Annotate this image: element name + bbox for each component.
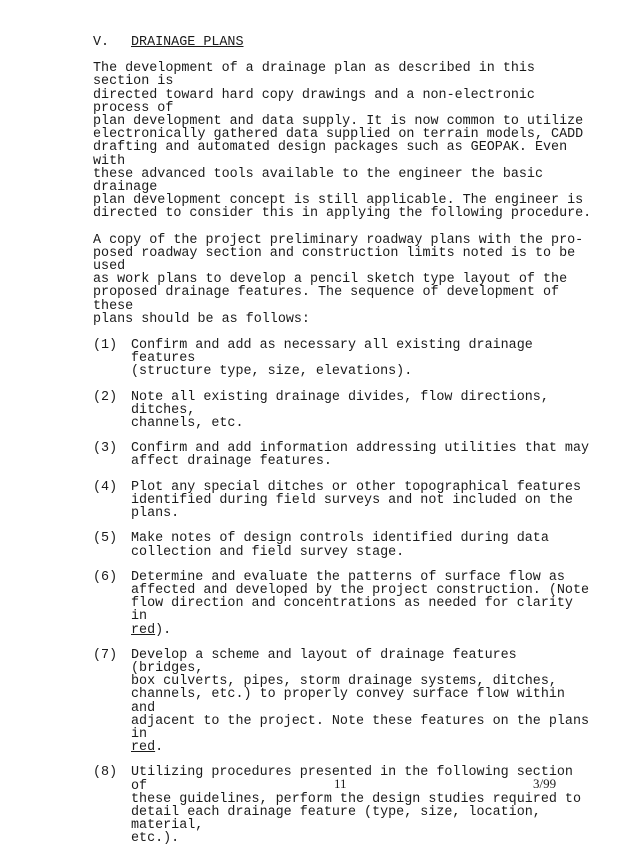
section-heading bbox=[93, 36, 593, 49]
item-number: (7) bbox=[93, 647, 118, 663]
procedure-list bbox=[93, 339, 593, 846]
list-item bbox=[93, 649, 593, 755]
item-text: Make notes of design controls identified during data collection and field survey stage. bbox=[131, 531, 549, 560]
item-text: Plot any special ditches or other topographical features identified during field surveys and not included on the plans. bbox=[131, 479, 581, 522]
section-title: DRAINAGE PLANS bbox=[131, 35, 244, 50]
list-item bbox=[93, 442, 593, 468]
item-text: Note all existing drainage divides, flow directions, ditches, channels, etc. bbox=[131, 389, 549, 432]
item-text: Confirm and add information addressing utilities that may affect drainage features. bbox=[131, 441, 590, 470]
item-number: (4) bbox=[93, 479, 118, 495]
document-page bbox=[93, 36, 593, 858]
revision-date: 3/99 bbox=[533, 776, 557, 791]
item-text bbox=[131, 649, 593, 755]
item-text: Utilizing procedures presented in the following section of these guidelines, perform the design studies required to detail each drainage feature (type, size, location, material, etc.). bbox=[131, 765, 581, 847]
list-item bbox=[93, 391, 593, 431]
item-text-body: Determine and evaluate the patterns of surface flow as affected and developed by the project construction. (Note flow direction and concentrations as needed for clarity in bbox=[131, 569, 590, 625]
sequence-paragraph: A copy of the project preliminary roadway plans with the pro- posed roadway section and construction limits noted is to be used as work plans to develop a pencil sketch type layout of the proposed drainage features. The sequence of development of these plans should be as follows: bbox=[93, 232, 584, 327]
item-text: Confirm and add as necessary all existing drainage features (structure type, size, elevations). bbox=[131, 338, 533, 380]
item-number: (3) bbox=[93, 441, 118, 457]
underlined-red: red bbox=[131, 740, 156, 756]
list-item bbox=[93, 339, 593, 379]
section-number: V. bbox=[93, 35, 110, 50]
item-number: (2) bbox=[93, 389, 118, 405]
item-text-tail: ). bbox=[155, 622, 172, 638]
item-number: (5) bbox=[93, 531, 118, 547]
list-item bbox=[93, 532, 593, 558]
item-number: (6) bbox=[93, 569, 118, 585]
intro-paragraph: The development of a drainage plan as described in this section is directed toward hard copy drawings and a non-electronic process of plan development and data supply. It is now common to utilize electronically gathered data supplied on terrain models, CADD drafting and automated design packages such as GEOPAK. Even with these advanced tools available to the engineer the basic drainage plan development concept is still applicable. The engineer is directed to consider this in applying the following procedure. bbox=[93, 61, 592, 222]
item-text-tail: . bbox=[155, 740, 164, 756]
item-text bbox=[131, 571, 593, 637]
list-item bbox=[93, 571, 593, 637]
item-number: (1) bbox=[93, 338, 118, 354]
item-text-body: Develop a scheme and layout of drainage features (bridges, box culverts, pipes, storm drainage systems, ditches, channels, etc.) to properly convey surface flow within and adjacent to the project. Note these features on the plans in bbox=[131, 647, 590, 742]
underlined-red: red bbox=[131, 622, 156, 638]
item-number: (8) bbox=[93, 765, 118, 781]
page-number: 11 bbox=[334, 776, 347, 791]
list-item bbox=[93, 481, 593, 521]
